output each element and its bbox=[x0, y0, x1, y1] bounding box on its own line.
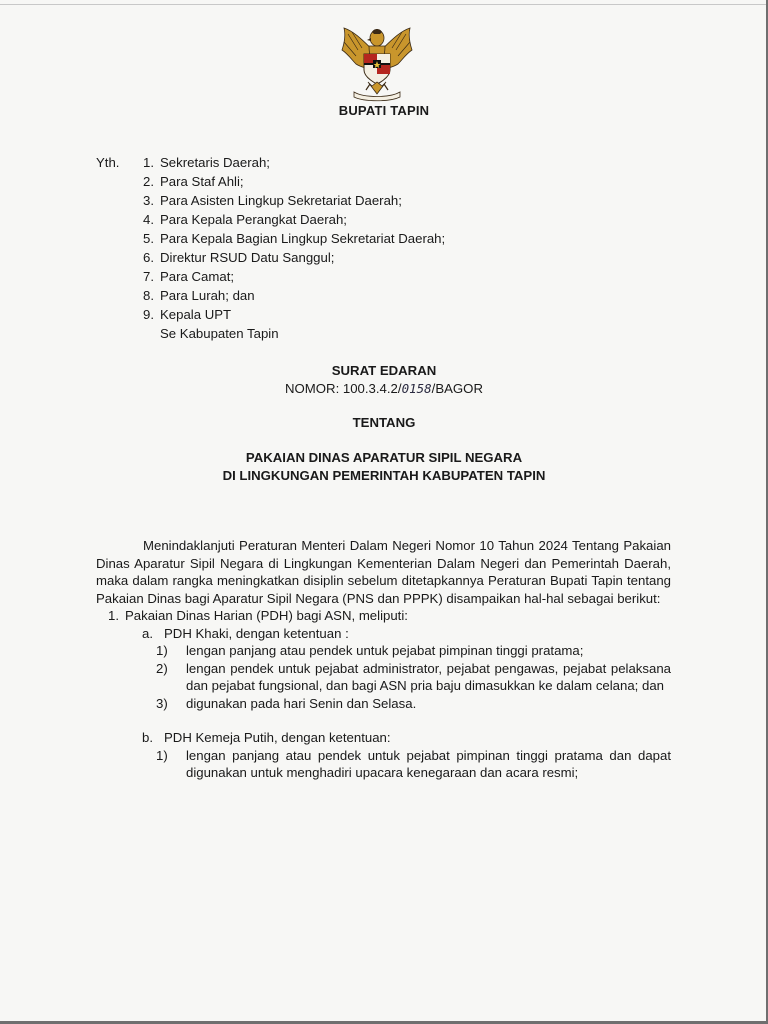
subsection-a: a. PDH Khaki, dengan ketentuan : bbox=[142, 625, 349, 641]
list-item: 9. Kepala UPT bbox=[143, 307, 232, 322]
section-1: 1. Pakaian Dinas Harian (PDH) bagi ASN, meliputi: bbox=[108, 608, 408, 623]
garuda-emblem-icon bbox=[336, 24, 418, 104]
list-item: 6. Direktur RSUD Datu Sanggul; bbox=[143, 250, 335, 265]
subsection-b: b. PDH Kemeja Putih, dengan ketentuan: bbox=[142, 730, 391, 745]
list-item: 2. Para Staf Ahli; bbox=[143, 174, 244, 189]
intro-paragraph: Menindaklanjuti Peraturan Menteri Dalam Negeri Nomor 10 Tahun 2024 Tentang Pakaian Dinas Aparatur Sipil Negara di Lingkungan Kementerian Dalam Negeri dan Pemerintah Daerah, maka dalam rangka meningkatkan disiplin sebelum ditetapkannya Peraturan Bupati Tapin tentang Pakaian Dinas bagi Aparatur Sipil Negara (PNS dan PPPK) disampaikan hal-hal sebagai berikut: bbox=[96, 538, 671, 606]
office-heading: BUPATI TAPIN bbox=[338, 103, 430, 118]
list-item: 3. Para Asisten Lingkup Sekretariat Daerah; bbox=[143, 193, 402, 208]
doc-number: NOMOR: 100.3.4.2/0158/BAGOR bbox=[285, 381, 483, 396]
list-item: 3) digunakan pada hari Senin dan Selasa. bbox=[156, 695, 417, 711]
about-heading: TENTANG bbox=[352, 415, 416, 430]
list-item: 2) lengan pendek untuk pejabat administrator, pejabat pengawas, pejabat pelaksana dan pejabat fungsional, dan bagi ASN pria baju dimasukkan ke dalam celana; dan bbox=[156, 660, 671, 693]
list-item: 1) lengan panjang atau pendek untuk pejabat pimpinan tinggi pratama dan dapat digunakan untuk menghadiri upacara kenegaraan dan acara resmi; bbox=[156, 747, 671, 780]
subject-line-2: DI LINGKUNGAN PEMERINTAH KABUPATEN TAPIN bbox=[222, 468, 546, 483]
list-item: 8. Para Lurah; dan bbox=[143, 288, 255, 303]
addressee-list bbox=[96, 153, 445, 343]
list-item: 7. Para Camat; bbox=[143, 269, 235, 284]
handwritten-number: 0158 bbox=[401, 381, 432, 396]
doc-type-heading: SURAT EDARAN bbox=[331, 363, 437, 378]
page-top-rule bbox=[0, 4, 766, 5]
list-item: 4. Para Kepala Perangkat Daerah; bbox=[143, 212, 347, 227]
list-item: 1) lengan panjang atau pendek untuk pejabat pimpinan tinggi pratama; bbox=[156, 643, 584, 658]
list-item: 5. Para Kepala Bagian Lingkup Sekretariat Daerah; bbox=[143, 231, 446, 246]
subject-line-1: PAKAIAN DINAS APARATUR SIPIL NEGARA bbox=[245, 450, 523, 465]
region-line: Se Kabupaten Tapin bbox=[160, 326, 279, 341]
yth-label: Yth. bbox=[96, 155, 120, 170]
document-body bbox=[96, 537, 671, 782]
list-item: Yth. 1. Sekretaris Daerah; bbox=[96, 155, 270, 170]
